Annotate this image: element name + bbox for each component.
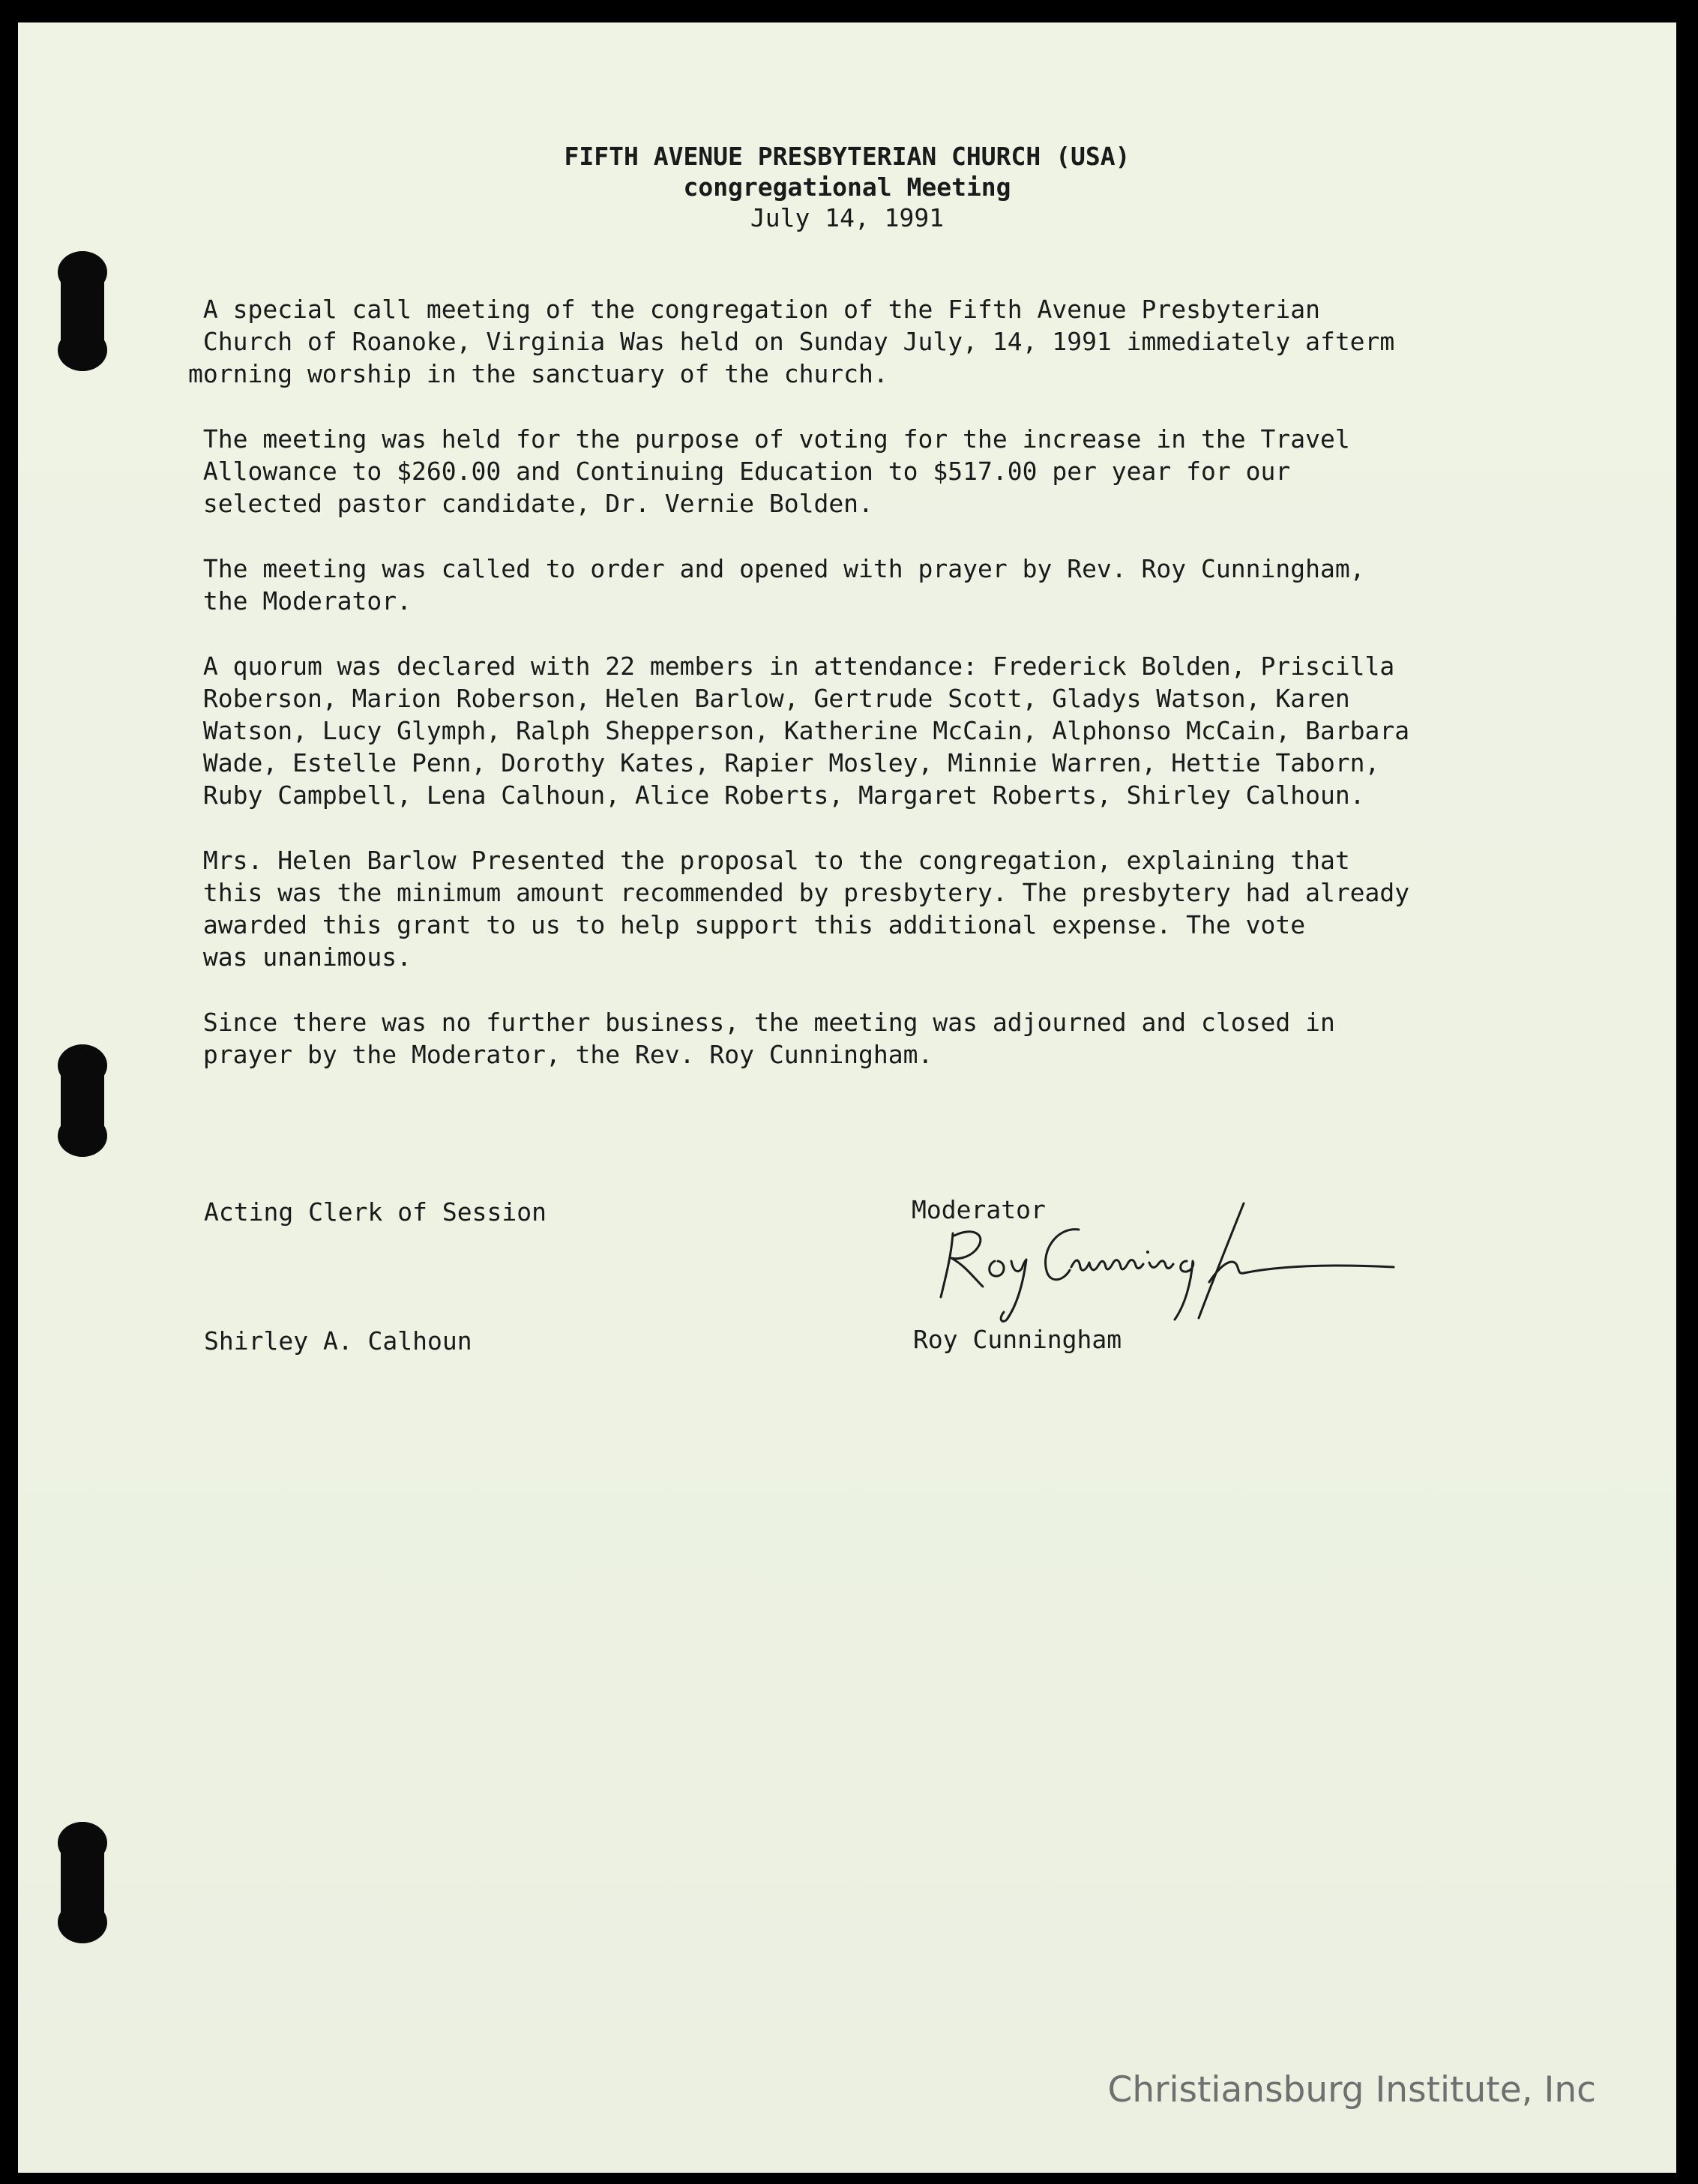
document-page	[18, 22, 1676, 2173]
paragraph-closing: Since there was no further business, the meeting was adjourned and closed in prayer by the Moderator, the Rev. Roy Cunningham.	[202, 1008, 1335, 1069]
meeting-title: congregational Meeting	[683, 172, 1011, 202]
punch-hole-middle	[61, 1044, 104, 1157]
punch-hole-top	[61, 251, 104, 371]
paragraph-intro: A special call meeting of the congregation of the Fifth Avenue Presbyterian Church of Roanoke, Virginia Was held on Sunday July, 14, 1991 immediately afterm morning worship in the sanctuary of the church.	[188, 295, 1395, 388]
paragraph-quorum: A quorum was declared with 22 members in attendance: Frederick Bolden, Priscilla Roberson, Marion Roberson, Helen Barlow, Gertrude Scott, Gladys Watson, Karen Watson, Lucy Glymph, Ralph Shepperson, Katherine McCain, Alphonso McCain, Barbara Wade, Estelle Penn, Dorothy Kates, Rapier Mosley, Minnie Warren, Hettie Taborn, Ruby Campbell, Lena Calhoun, Alice Roberts, Margaret Roberts, Shirley Calhoun.	[202, 652, 1410, 810]
punch-hole-bottom	[61, 1822, 104, 1943]
clerk-name: Shirley A. Calhoun	[204, 1326, 472, 1356]
paragraph-purpose: The meeting was held for the purpose of voting for the increase in the Travel Allowance to $260.00 and Continuing Education to $517.00 per year for our selected pastor candidate, Dr. Vernie Bolden.	[202, 424, 1350, 518]
document-header	[18, 141, 1676, 233]
moderator-title: Moderator	[912, 1195, 1046, 1224]
minutes-body	[188, 293, 1538, 1104]
church-name: FIFTH AVENUE PRESBYTERIAN CHURCH (USA)	[564, 142, 1131, 171]
watermark-text: Christiansburg Institute, Inc	[1107, 2069, 1596, 2111]
moderator-name: Roy Cunningham	[913, 1325, 1122, 1354]
paragraph-opening: The meeting was called to order and opened with prayer by Rev. Roy Cunningham, the Moderator.	[202, 554, 1365, 616]
meeting-date: July 14, 1991	[750, 203, 945, 232]
paragraph-proposal: Mrs. Helen Barlow Presented the proposal to the congregation, explaining that this was the minimum amount recommended by presbytery. The presbytery had already awarded this grant to us to help support this additional expense. The vote was unanimous.	[202, 846, 1410, 972]
moderator-signature	[929, 1192, 1424, 1335]
clerk-title: Acting Clerk of Session	[204, 1197, 547, 1227]
